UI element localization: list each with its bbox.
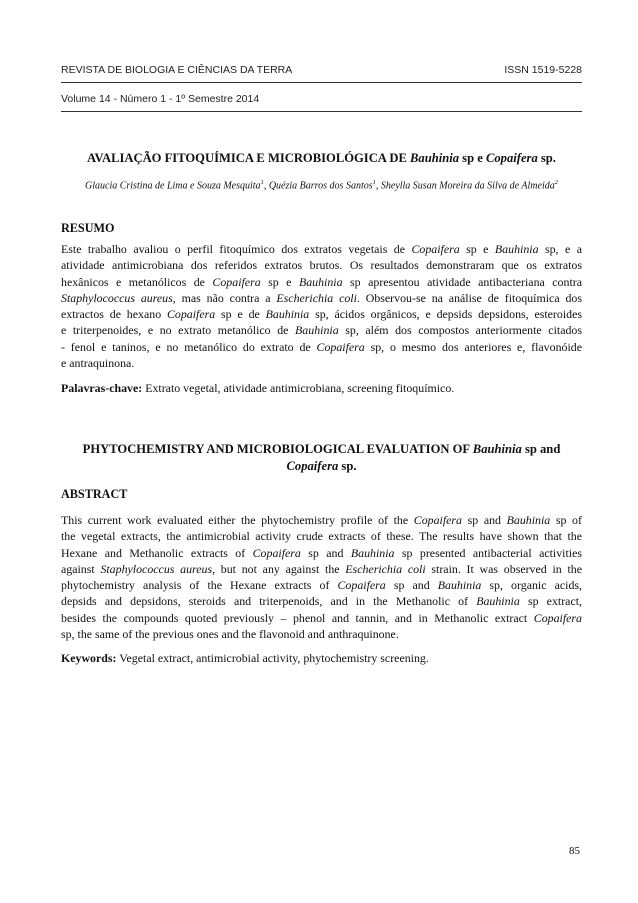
text-line [61,290,582,306]
title-en-text: PHYTOCHEMISTRY AND MICROBIOLOGICAL EVALUATION OF [82,442,473,456]
text-line [61,322,582,338]
species-name: Bauhinia [295,323,339,338]
text-segment: sp, the same of the previous ones and the flavonoid and anthraquinone. [61,627,399,642]
header-rule-top [61,82,582,83]
text-segment: sp, além dos compostos anteriormente citados [338,323,582,338]
text-segment: Hexane and Methanolic extracts of [61,545,253,560]
author-1-affiliation: 1 [260,179,264,186]
species-name: Copaifera [316,339,365,354]
species-name: Bauhinia [476,594,520,609]
palavras-chave-label: Palavras-chave: [61,381,143,395]
text-segment: sp, organic acids, [481,578,582,593]
author-1: Glaucia Cristina de Lima e Souza Mesquita [85,180,261,192]
species-name: Bauhinia [437,578,482,593]
species-name: Escherichia coli [345,561,426,576]
species-name: Copaifera [337,578,386,593]
text-segment: sp extract, [519,594,582,609]
title-pt-text-mid: sp e [459,151,486,165]
text-segment: sp e [260,274,299,289]
text-segment: depsids and depsidons, steroids and triterpenoids, and in the Methanolic of [61,594,477,609]
text-line [61,593,582,609]
resumo-body [61,241,582,371]
text-segment: sp, ácidos orgânicos, e depsids depsidons, esteroides [309,307,582,322]
text-line [61,610,582,626]
volume-info: Volume 14 - Número 1 - 1º Semestre 2014 [61,93,260,105]
journal-name: REVISTA DE BIOLOGIA E CIÊNCIAS DA TERRA [61,64,293,76]
author-3-affiliation: 2 [554,179,558,186]
title-en-genus-copaifera: Copaifera [286,459,339,473]
text-line [61,339,582,355]
title-en-genus-bauhinia: Bauhinia [472,442,522,456]
text-segment: e triterpenoides, e no extrato metanólico de [61,323,296,338]
author-separator: , [375,180,381,192]
palavras-chave [61,381,582,396]
palavras-chave-text: Extrato vegetal, atividade antimicrobiana, screening fitoquímico. [142,381,455,395]
species-name: Bauhinia [494,242,539,256]
species-name: Bauhinia [298,274,343,289]
text-line [61,561,582,577]
text-segment: sp and [385,578,438,593]
text-segment: strain. It was observed in the [425,561,582,576]
text-segment: but not any against the [215,561,346,576]
species-name: Copaifera [166,307,216,322]
species-name: Copaifera [212,274,261,289]
text-segment: This current work evaluated either the phytochemistry profile of the [61,513,414,527]
text-segment: sp e [459,242,495,256]
text-segment: sp and [300,545,351,560]
text-segment: the vegetal extracts, the antimicrobial activity crude extracts of these. The results have shown that the [61,529,582,544]
author-3: Sheylla Susan Moreira da Silva de Almeida [380,180,555,192]
keywords-label: Keywords: [61,651,117,665]
text-segment: , mas não contra a [172,290,277,305]
text-segment: against [61,561,101,576]
text-segment: sp, e a [538,242,582,256]
text-segment: - fenol e taninos, e no metanólico do extrato de [61,339,317,354]
text-segment: sp and [462,513,507,527]
title-pt-text: AVALIAÇÃO FITOQUÍMICA E MICROBIOLÓGICA DE [87,151,410,165]
text-segment: Este trabalho avaliou o perfil fitoquímico dos extratos vegetais de [61,242,412,256]
author-2-affiliation: 1 [372,179,376,186]
text-segment: sp apresentou atividade antibacteriana contra [342,274,582,289]
text-segment: e antraquinona. [61,356,135,371]
running-header [61,64,582,76]
text-segment: . Observou-se na análise de fitoquímica dos [356,290,582,305]
issn: ISSN 1519-5228 [504,64,582,76]
text-segment: sp presented antibacterial activities [394,545,582,560]
keywords [61,651,582,666]
title-en-text-end: sp and [521,442,561,456]
text-segment: phytochemistry analysis of the Hexane extracts of [61,578,338,593]
text-line [61,274,582,290]
text-segment: sp e de [215,307,266,322]
text-line [61,626,582,642]
title-portuguese [61,150,582,167]
title-pt-genus-bauhinia: Bauhinia [410,151,460,165]
text-line [61,577,582,593]
species-name: Copaifera [533,610,582,625]
text-line [61,241,582,257]
abstract-heading: ABSTRACT [61,487,128,501]
species-name: Copaifera [413,513,462,527]
text-segment: hexânicos e metanólicos de [61,274,213,289]
text-line [61,528,582,544]
title-english [61,441,582,475]
text-segment: sp of [550,513,582,527]
species-name: Copaifera [252,545,301,560]
text-segment: extractos de hexano [61,307,167,322]
header-rule-bottom [61,111,582,112]
text-line [61,306,582,322]
species-name: Bauhinia [506,513,551,527]
species-name: Staphylococcus aureus, [100,561,216,576]
author-separator: , [263,180,269,192]
text-line [61,545,582,561]
text-segment: besides the compounds quoted previously – phenol and tannin, and in Methanolic extract [61,610,534,625]
abstract-body [61,512,582,642]
title-en-suffix: sp. [338,459,357,473]
author-2: Quézia Barros dos Santos [268,180,373,192]
text-segment: atividade antimicrobiana dos referidos extratos brutos. Os resultados demonstraram que os extratos [61,258,582,273]
text-segment: sp, o mesmo dos anteriores e, flavonóide [364,339,582,354]
species-name: Copaifera [411,242,460,256]
text-line [61,257,582,273]
species-name: Staphylococcus aureus [61,290,173,305]
keywords-text: Vegetal extract, antimicrobial activity, phytochemistry screening. [116,651,429,665]
title-pt-suffix: sp. [537,151,556,165]
species-name: Escherichia coli [276,290,357,305]
resumo-heading: RESUMO [61,221,115,235]
page-number: 85 [569,845,580,857]
title-pt-genus-copaifera: Copaifera [485,151,538,165]
species-name: Bauhinia [265,307,310,322]
text-line [61,512,582,528]
species-name: Bauhinia [350,545,395,560]
text-line [61,355,582,371]
author-list [61,179,582,191]
